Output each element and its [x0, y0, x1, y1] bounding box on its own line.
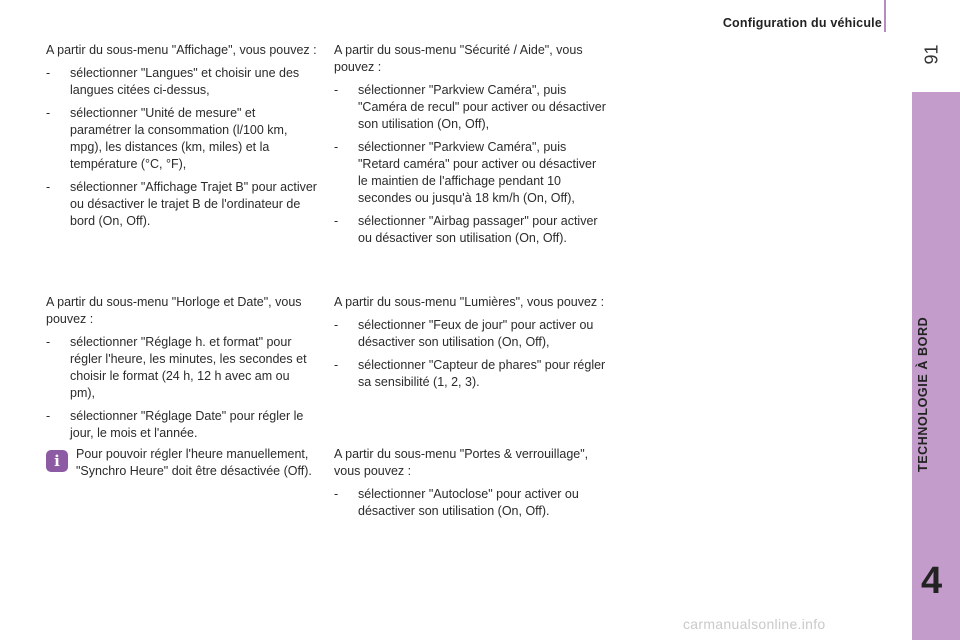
bullet-dash: -: [46, 180, 51, 194]
list-item-text: sélectionner "Airbag passager" pour activer ou désactiver son utilisation (On, Off).: [358, 214, 598, 245]
list-item: [334, 357, 606, 391]
section-list: [334, 82, 606, 247]
section-intro: A partir du sous-menu "Portes & verrouillage", vous pouvez :: [334, 447, 589, 478]
page-number: 91: [921, 44, 942, 65]
bullet-dash: -: [46, 106, 51, 120]
bullet-dash: -: [46, 409, 51, 423]
list-item: [46, 408, 318, 442]
bullet-dash: -: [334, 83, 339, 97]
section-intro: A partir du sous-menu "Lumières", vous pouvez :: [334, 295, 605, 309]
section-affichage: [46, 42, 318, 236]
list-item: [46, 65, 318, 99]
section-list: [334, 317, 606, 391]
list-item-text: sélectionner "Capteur de phares" pour régler sa sensibilité (1, 2, 3).: [358, 358, 606, 389]
info-note-text: Pour pouvoir régler l'heure manuellement, "Synchro Heure" doit être désactivée (Off).: [76, 447, 312, 478]
section-list: [46, 334, 318, 442]
chapter-number: 4: [921, 560, 943, 602]
chapter-label: TECHNOLOGIE À BORD: [916, 316, 930, 472]
chapter-side-tab: [912, 92, 960, 640]
list-item-text: sélectionner "Affichage Trajet B" pour activer ou désactiver le trajet B de l'ordinateur de bord (On, Off).: [70, 180, 317, 228]
section-list: [46, 65, 318, 230]
list-item: [334, 139, 606, 207]
bullet-dash: -: [334, 318, 339, 332]
bullet-dash: -: [334, 214, 339, 228]
section-intro: A partir du sous-menu "Horloge et Date", vous pouvez :: [46, 295, 302, 326]
section-intro: A partir du sous-menu "Sécurité / Aide", vous pouvez :: [334, 43, 583, 74]
page-header-title: Configuration du véhicule: [722, 16, 882, 30]
list-item-text: sélectionner "Langues" et choisir une des langues citées ci-dessus,: [70, 66, 300, 97]
section-intro: A partir du sous-menu "Affichage", vous pouvez :: [46, 43, 317, 57]
list-item: [334, 486, 606, 520]
section-horloge: [46, 294, 318, 448]
list-item-text: sélectionner "Unité de mesure" et paramétrer la consommation (l/100 km, mpg), les distances (km, miles) et la température (°C, °F),: [70, 106, 288, 171]
list-item-text: sélectionner "Parkview Caméra", puis "Caméra de recul" pour activer ou désactiver son utilisation (On, Off),: [358, 83, 606, 131]
list-item-text: sélectionner "Autoclose" pour activer ou désactiver son utilisation (On, Off).: [358, 487, 579, 518]
list-item: [46, 105, 318, 173]
watermark: carmanualsonline.info: [683, 616, 826, 632]
section-securite: [334, 42, 606, 253]
list-item-text: sélectionner "Parkview Caméra", puis "Retard caméra" pour activer ou désactiver le maintien de l'affichage pendant 10 secondes ou jusqu'à 18 km/h (On, Off),: [358, 140, 597, 205]
list-item: [46, 179, 318, 230]
bullet-dash: -: [334, 358, 339, 372]
bullet-dash: -: [334, 140, 339, 154]
bullet-dash: -: [46, 335, 51, 349]
list-item: [334, 213, 606, 247]
list-item-text: sélectionner "Réglage Date" pour régler le jour, le mois et l'année.: [70, 409, 304, 440]
list-item: [46, 334, 318, 402]
list-item: [334, 317, 606, 351]
info-icon: i: [46, 450, 68, 472]
list-item-text: sélectionner "Réglage h. et format" pour régler l'heure, les minutes, les secondes et choisir le format (24 h, 12 h avec am ou pm),: [70, 335, 307, 400]
info-note: [46, 446, 318, 480]
section-list: [334, 486, 606, 520]
section-portes: [334, 446, 606, 526]
list-item: [334, 82, 606, 133]
bullet-dash: -: [334, 487, 339, 501]
bullet-dash: -: [46, 66, 51, 80]
list-item-text: sélectionner "Feux de jour" pour activer ou désactiver son utilisation (On, Off),: [358, 318, 594, 349]
header-rule: [884, 0, 886, 32]
section-lumieres: [334, 294, 606, 397]
